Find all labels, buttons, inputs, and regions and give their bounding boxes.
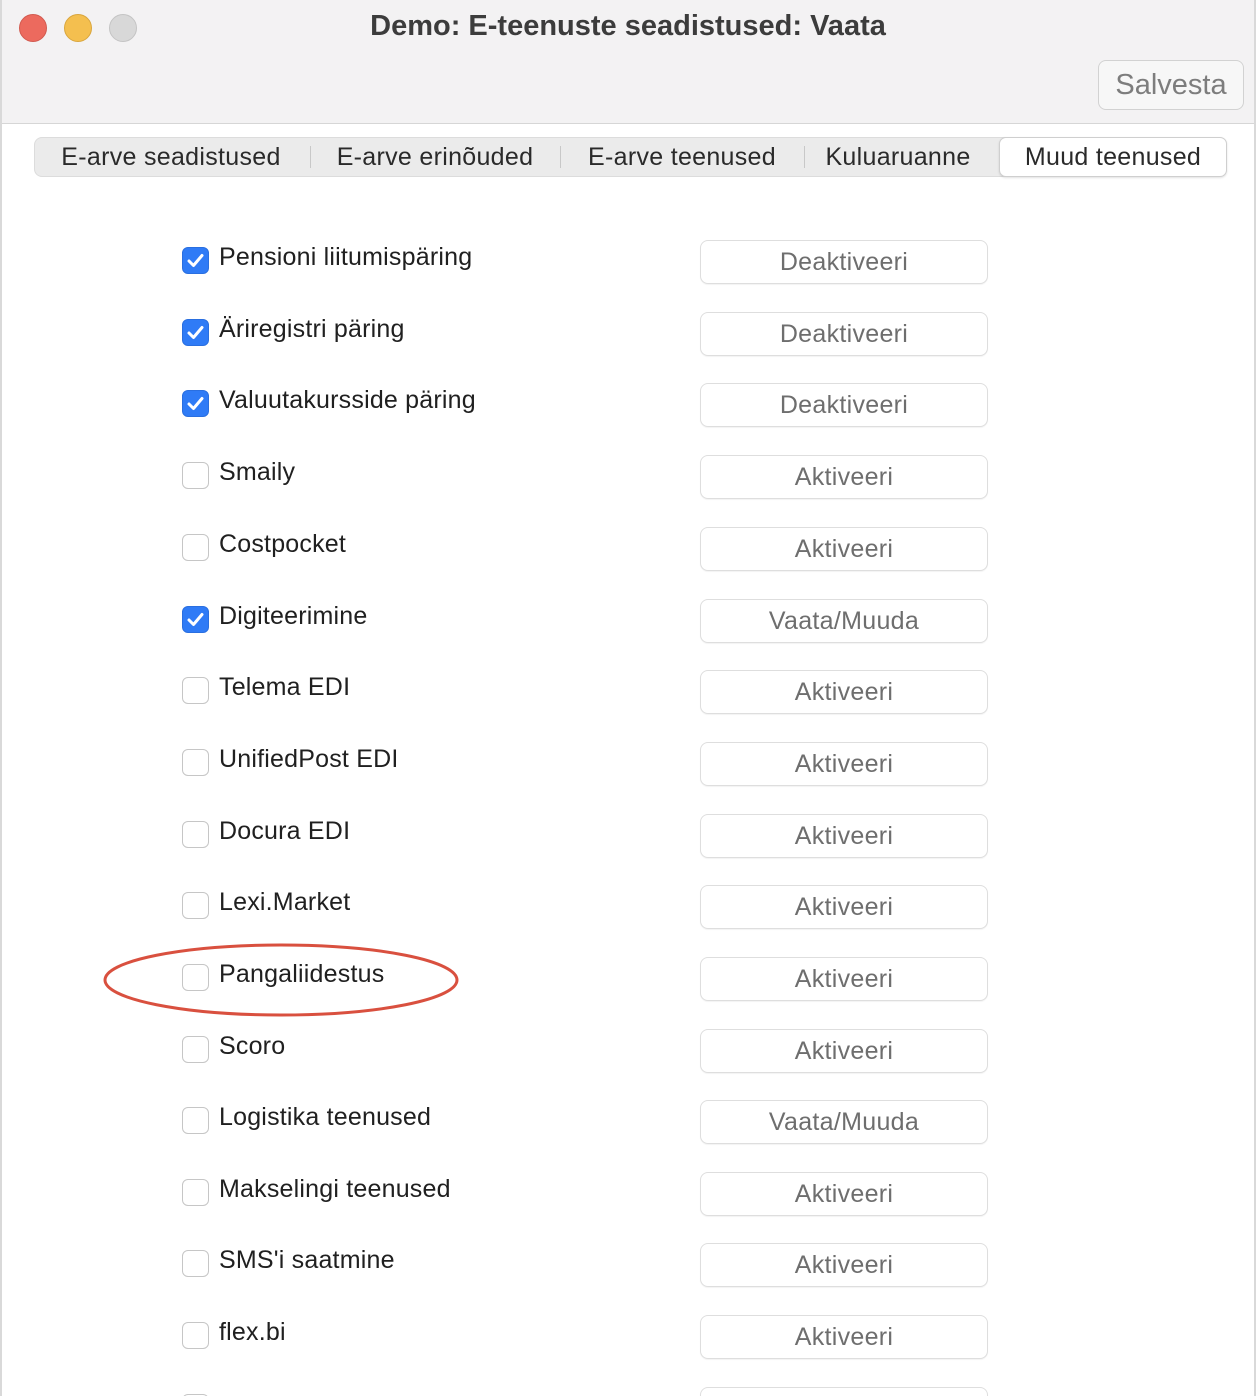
checkbox-checked[interactable] — [182, 606, 209, 633]
service-action-button[interactable]: Aktiveeri — [700, 1315, 988, 1359]
service-row-logistika-teenused — [2, 1097, 1254, 1147]
window-title: Demo: E-teenuste seadistused: Vaata — [370, 10, 886, 42]
tab-muud-teenused[interactable]: Muud teenused — [999, 137, 1227, 177]
service-row-telema-edi — [2, 667, 1254, 717]
service-label: Telema EDI — [219, 673, 351, 701]
checkbox-checked[interactable] — [182, 319, 209, 346]
service-row-smaily — [2, 452, 1254, 502]
checkmark-icon — [186, 323, 205, 342]
checkbox[interactable] — [182, 1250, 209, 1277]
checkbox[interactable] — [182, 1179, 209, 1206]
service-label: Äriregistri päring — [219, 315, 405, 343]
service-label: Scoro — [219, 1032, 286, 1060]
tab-e-arve-teenused[interactable]: E-arve teenused — [588, 142, 776, 171]
save-button[interactable]: Salvesta — [1098, 60, 1244, 110]
tab-e-arve-seadistused[interactable]: E-arve seadistused — [61, 142, 281, 171]
title-bar — [2, 0, 1254, 124]
service-row-flex-bi — [2, 1312, 1254, 1362]
service-label: flex.bi — [219, 1318, 286, 1346]
checkbox[interactable] — [182, 892, 209, 919]
service-action-button[interactable]: Aktiveeri — [700, 1029, 988, 1073]
service-label: SMS'i saatmine — [219, 1246, 395, 1274]
checkmark-icon — [186, 251, 205, 270]
service-label: Digiteerimine — [219, 602, 368, 630]
service-action-button[interactable]: Vaata/Muuda — [700, 1100, 988, 1144]
service-row-pangaliidestus — [2, 954, 1254, 1004]
service-label: Pangaliidestus — [219, 960, 385, 988]
service-label: Smaily — [219, 458, 296, 486]
tab-bar — [34, 137, 1226, 177]
service-action-button[interactable]: Aktiveeri — [700, 670, 988, 714]
service-row-ariregistri — [2, 309, 1254, 359]
service-row-lexi-market — [2, 882, 1254, 932]
checkmark-icon — [186, 610, 205, 629]
service-action-button[interactable]: Aktiveeri — [700, 1172, 988, 1216]
service-row-partial — [2, 1384, 1254, 1396]
checkbox-checked[interactable] — [182, 247, 209, 274]
tab-e-arve-erinouded[interactable]: E-arve erinõuded — [336, 142, 534, 171]
service-action-button[interactable]: Aktiveeri — [700, 527, 988, 571]
service-row-unifiedpost-edi — [2, 739, 1254, 789]
service-action-button[interactable]: Aktiveeri — [700, 1243, 988, 1287]
checkbox[interactable] — [182, 1036, 209, 1063]
tab-kuluaruanne[interactable]: Kuluaruanne — [825, 142, 971, 171]
service-label: Valuutakursside päring — [219, 386, 476, 414]
service-action-button[interactable]: Deaktiveeri — [700, 240, 988, 284]
service-action-button[interactable]: Aktiveeri — [700, 455, 988, 499]
service-row-scoro — [2, 1026, 1254, 1076]
checkbox[interactable] — [182, 749, 209, 776]
checkbox-checked[interactable] — [182, 390, 209, 417]
service-action-button[interactable]: Aktiveeri — [700, 957, 988, 1001]
checkbox[interactable] — [182, 964, 209, 991]
checkbox[interactable] — [182, 1107, 209, 1134]
service-action-button[interactable]: Deaktiveeri — [700, 312, 988, 356]
service-row-sms-saatmine — [2, 1240, 1254, 1290]
checkmark-icon — [186, 394, 205, 413]
service-action-button[interactable]: Vaata/Muuda — [700, 599, 988, 643]
checkbox[interactable] — [182, 462, 209, 489]
service-label: UnifiedPost EDI — [219, 745, 399, 773]
checkbox[interactable] — [182, 1322, 209, 1349]
service-row-docura-edi — [2, 811, 1254, 861]
service-action-button[interactable]: Deaktiveeri — [700, 383, 988, 427]
service-label: Costpocket — [219, 530, 347, 558]
service-row-costpocket — [2, 524, 1254, 574]
checkbox[interactable] — [182, 821, 209, 848]
service-row-digiteerimine — [2, 596, 1254, 646]
service-label: Lexi.Market — [219, 888, 351, 916]
service-action-button[interactable]: Aktiveeri — [700, 814, 988, 858]
service-action-button[interactable]: Aktiveeri — [700, 885, 988, 929]
checkbox[interactable] — [182, 534, 209, 561]
service-label: Docura EDI — [219, 817, 351, 845]
service-action-button-partial[interactable] — [700, 1387, 988, 1396]
checkbox[interactable] — [182, 677, 209, 704]
service-row-makselingi-teenused — [2, 1169, 1254, 1219]
service-row-pensioni — [2, 237, 1254, 287]
service-label: Makselingi teenused — [219, 1175, 451, 1203]
service-label: Logistika teenused — [219, 1103, 432, 1131]
service-label: Pensioni liitumispäring — [219, 243, 473, 271]
service-row-valuutakursside — [2, 380, 1254, 430]
service-action-button[interactable]: Aktiveeri — [700, 742, 988, 786]
